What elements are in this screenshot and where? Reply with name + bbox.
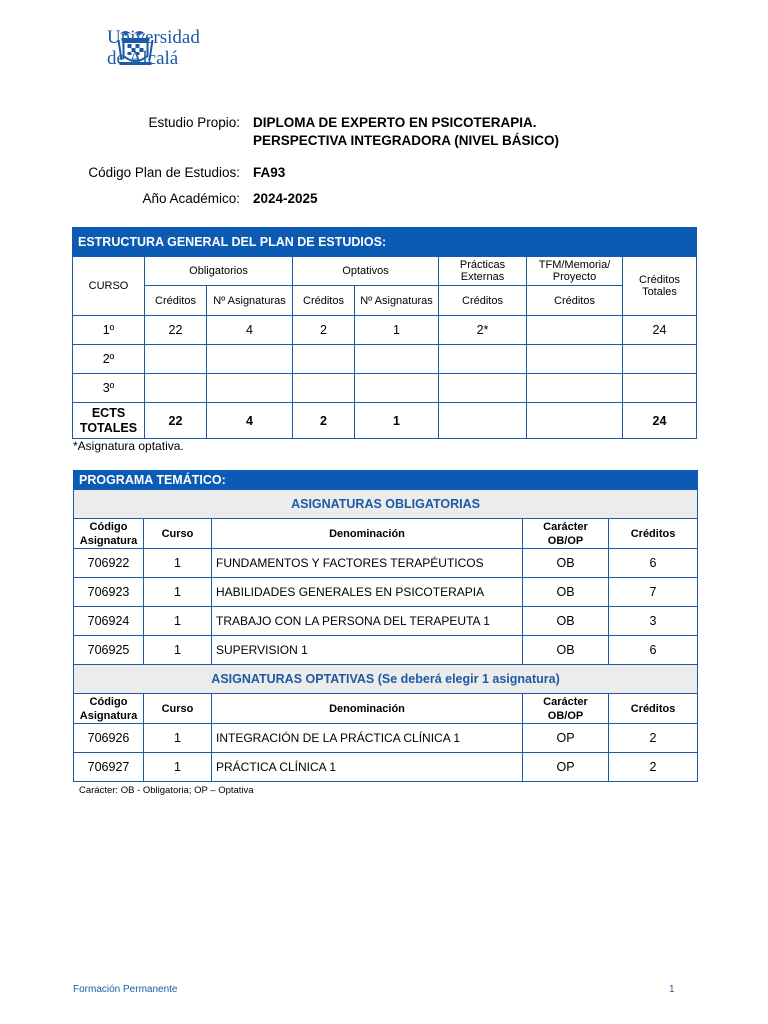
subject-code: 706927 bbox=[74, 753, 144, 782]
row-practicas: 2* bbox=[439, 316, 527, 345]
code-header: Código Asignatura bbox=[74, 694, 144, 724]
subject-name: HABILIDADES GENERALES EN PSICOTERAPIA bbox=[212, 578, 523, 607]
optional-title-row bbox=[74, 665, 698, 694]
subject-course: 1 bbox=[144, 724, 212, 753]
structure-title-row bbox=[73, 228, 697, 257]
subject-name: SUPERVISION 1 bbox=[212, 636, 523, 665]
row-op-n: 1 bbox=[355, 316, 439, 345]
subject-code: 706924 bbox=[74, 607, 144, 636]
year-value: 2024-2025 bbox=[253, 191, 318, 206]
totals-op-n: 1 bbox=[355, 403, 439, 439]
subject-credits: 6 bbox=[609, 636, 698, 665]
subject-course: 1 bbox=[144, 636, 212, 665]
row-total bbox=[623, 345, 697, 374]
creditos-totales-header: Créditos Totales bbox=[623, 257, 697, 316]
program-table bbox=[73, 470, 698, 782]
footer-label: Formación Permanente bbox=[73, 984, 178, 995]
row-op-creditos: 2 bbox=[293, 316, 355, 345]
totals-label: ECTS TOTALES bbox=[73, 403, 145, 439]
subject-code: 706926 bbox=[74, 724, 144, 753]
obligatorios-header: Obligatorios bbox=[145, 257, 293, 286]
subject-code: 706923 bbox=[74, 578, 144, 607]
code-label: Código Plan de Estudios: bbox=[88, 165, 240, 180]
subject-code: 706922 bbox=[74, 549, 144, 578]
character-legend: Carácter: OB - Obligatoria; OP – Optativa bbox=[79, 785, 254, 796]
name-header: Denominación bbox=[212, 694, 523, 724]
totals-practicas bbox=[439, 403, 527, 439]
table-row bbox=[74, 636, 698, 665]
logo-line-1: Universidad bbox=[107, 27, 200, 48]
subject-course: 1 bbox=[144, 607, 212, 636]
name-header: Denominación bbox=[212, 519, 523, 549]
table-row bbox=[74, 549, 698, 578]
op-creditos-header: Créditos bbox=[293, 286, 355, 316]
structure-title: ESTRUCTURA GENERAL DEL PLAN DE ESTUDIOS: bbox=[73, 228, 697, 257]
subject-credits: 3 bbox=[609, 607, 698, 636]
subject-character: OP bbox=[523, 724, 609, 753]
table-row bbox=[74, 724, 698, 753]
row-practicas bbox=[439, 374, 527, 403]
row-op-creditos bbox=[293, 345, 355, 374]
optional-note: *Asignatura optativa. bbox=[73, 439, 184, 453]
row-ob-n bbox=[207, 374, 293, 403]
row-ob-n: 4 bbox=[207, 316, 293, 345]
row-tfm bbox=[527, 345, 623, 374]
row-curso: 3º bbox=[73, 374, 145, 403]
ob-creditos-header: Créditos bbox=[145, 286, 207, 316]
structure-header-row-1 bbox=[73, 257, 697, 286]
row-ob-creditos bbox=[145, 345, 207, 374]
subject-credits: 7 bbox=[609, 578, 698, 607]
table-row bbox=[74, 607, 698, 636]
row-op-creditos bbox=[293, 374, 355, 403]
tfm-creditos-header: Créditos bbox=[527, 286, 623, 316]
table-row bbox=[73, 345, 697, 374]
logo-line-2: de Alcalá bbox=[107, 48, 179, 69]
year-row bbox=[0, 190, 700, 230]
subject-course: 1 bbox=[144, 753, 212, 782]
subject-course: 1 bbox=[144, 549, 212, 578]
totals-tfm bbox=[527, 403, 623, 439]
optional-title: ASIGNATURAS OPTATIVAS (Se deberá elegir 1 asignatura) bbox=[74, 665, 698, 694]
subject-name: TRABAJO CON LA PERSONA DEL TERAPEUTA 1 bbox=[212, 607, 523, 636]
subject-character: OB bbox=[523, 549, 609, 578]
subject-character: OB bbox=[523, 607, 609, 636]
subject-character: OB bbox=[523, 636, 609, 665]
row-ob-n bbox=[207, 345, 293, 374]
row-total: 24 bbox=[623, 316, 697, 345]
table-row bbox=[74, 753, 698, 782]
credits-header: Créditos bbox=[609, 694, 698, 724]
totals-row bbox=[73, 403, 697, 439]
row-tfm bbox=[527, 316, 623, 345]
program-title: PROGRAMA TEMÁTICO: bbox=[74, 471, 698, 490]
character-header: Carácter OB/OP bbox=[523, 694, 609, 724]
row-curso: 2º bbox=[73, 345, 145, 374]
subject-name: PRÁCTICA CLÍNICA 1 bbox=[212, 753, 523, 782]
year-label: Año Académico: bbox=[142, 191, 240, 206]
study-row bbox=[0, 114, 700, 154]
row-curso: 1º bbox=[73, 316, 145, 345]
study-label: Estudio Propio: bbox=[148, 115, 240, 130]
mandatory-title: ASIGNATURAS OBLIGATORIAS bbox=[74, 490, 698, 519]
practicas-header: Prácticas Externas bbox=[439, 257, 527, 286]
optional-header-row bbox=[74, 694, 698, 724]
ob-n-header: Nº Asignaturas bbox=[207, 286, 293, 316]
row-ob-creditos: 22 bbox=[145, 316, 207, 345]
subject-character: OP bbox=[523, 753, 609, 782]
code-value: FA93 bbox=[253, 165, 286, 180]
subject-code: 706925 bbox=[74, 636, 144, 665]
table-row bbox=[73, 316, 697, 345]
op-n-header: Nº Asignaturas bbox=[355, 286, 439, 316]
totals-ob-n: 4 bbox=[207, 403, 293, 439]
totals-total: 24 bbox=[623, 403, 697, 439]
course-header: Curso bbox=[144, 694, 212, 724]
table-row bbox=[73, 374, 697, 403]
subject-credits: 2 bbox=[609, 724, 698, 753]
university-name bbox=[107, 27, 200, 69]
row-tfm bbox=[527, 374, 623, 403]
totals-ob-creditos: 22 bbox=[145, 403, 207, 439]
study-value: DIPLOMA DE EXPERTO EN PSICOTERAPIA. PERSPECTIVA INTEGRADORA (NIVEL BÁSICO) bbox=[253, 115, 560, 148]
course-header: Curso bbox=[144, 519, 212, 549]
tfm-header: TFM/Memoria/ Proyecto bbox=[527, 257, 623, 286]
practicas-creditos-header: Créditos bbox=[439, 286, 527, 316]
subject-character: OB bbox=[523, 578, 609, 607]
curso-header: CURSO bbox=[73, 257, 145, 316]
optativos-header: Optativos bbox=[293, 257, 439, 286]
structure-table bbox=[72, 227, 697, 439]
subject-credits: 6 bbox=[609, 549, 698, 578]
code-header: Código Asignatura bbox=[74, 519, 144, 549]
character-header: Carácter OB/OP bbox=[523, 519, 609, 549]
row-op-n bbox=[355, 345, 439, 374]
row-practicas bbox=[439, 345, 527, 374]
subject-name: INTEGRACIÓN DE LA PRÁCTICA CLÍNICA 1 bbox=[212, 724, 523, 753]
totals-op-creditos: 2 bbox=[293, 403, 355, 439]
subject-course: 1 bbox=[144, 578, 212, 607]
mandatory-header-row bbox=[74, 519, 698, 549]
table-row bbox=[74, 578, 698, 607]
program-title-row bbox=[74, 471, 698, 490]
row-total bbox=[623, 374, 697, 403]
credits-header: Créditos bbox=[609, 519, 698, 549]
structure-header-row-2 bbox=[73, 286, 697, 316]
mandatory-title-row bbox=[74, 490, 698, 519]
page-number: 1 bbox=[669, 984, 675, 995]
subject-name: FUNDAMENTOS Y FACTORES TERAPÉUTICOS bbox=[212, 549, 523, 578]
subject-credits: 2 bbox=[609, 753, 698, 782]
row-op-n bbox=[355, 374, 439, 403]
row-ob-creditos bbox=[145, 374, 207, 403]
